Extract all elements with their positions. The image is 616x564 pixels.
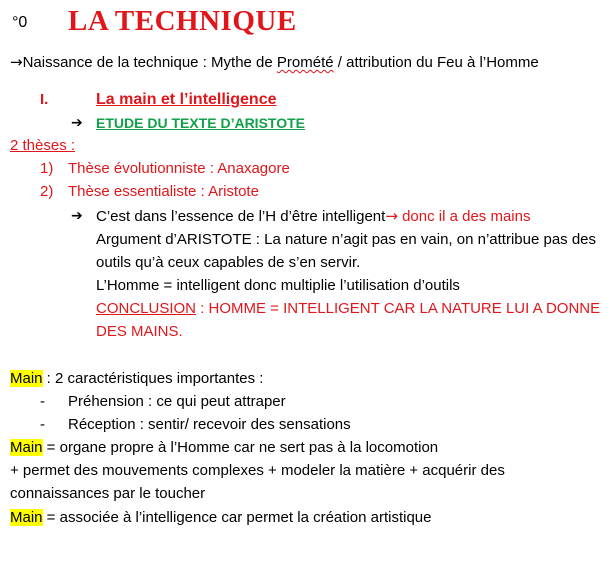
bold-arrow-icon: ➔	[71, 115, 83, 131]
intro-myth-word: Promété	[276, 54, 334, 71]
red-arrow-icon: →	[385, 207, 398, 225]
main-line-1-text: : 2 caractéristiques importantes :	[42, 370, 264, 387]
argument-line-1: Argument d’ARISTOTE : La nature n’agit pas en vain, on n’attribue pas des	[96, 231, 597, 248]
main-line-1	[10, 368, 263, 390]
homme-line: L’Homme = intelligent donc multiplie l’utilisation d’outils	[96, 277, 460, 294]
sub-heading-row	[71, 112, 83, 134]
bold-arrow-icon: ➔	[71, 208, 83, 224]
page-title-row	[68, 4, 297, 43]
main-highlight: Main	[10, 509, 43, 526]
essence-red-text: donc il a des mains	[397, 208, 531, 225]
essence-arrow-row	[71, 205, 83, 227]
main-highlight: Main	[10, 370, 43, 387]
conclusion-label: CONCLUSION	[96, 300, 197, 317]
page-title: LA TECHNIQUE	[68, 5, 297, 37]
theses-label: 2 thèses :	[10, 137, 76, 154]
main-line-3	[10, 507, 431, 529]
main-line-2-text: = organe propre à l’Homme car ne sert pas à la locomotion	[42, 439, 439, 456]
conclusion-line-2: DES MAINS.	[96, 323, 183, 340]
thesis-text: Thèse essentialiste : Aristote	[68, 183, 259, 200]
argument-line-2: outils qu’à ceux capables de s’en servir.	[96, 254, 361, 271]
thesis-number: 2)	[40, 183, 54, 200]
bullet-text: Réception : sentir/ recevoir des sensations	[68, 416, 351, 433]
main-line-2	[10, 437, 438, 459]
bullet-text: Préhension : ce qui peut attraper	[68, 393, 286, 410]
essence-line	[96, 205, 530, 228]
section-heading: La main et l’intelligence	[96, 91, 277, 108]
conclusion-line-1	[96, 298, 600, 320]
intro-line	[10, 51, 539, 74]
plus-line-1: + permet des mouvements complexes + modeler la matière + acquérir des	[10, 462, 505, 479]
main-highlight: Main	[10, 439, 43, 456]
intro-suffix: / attribution du Feu à l’Homme	[333, 54, 539, 71]
title-number: °0	[12, 14, 28, 31]
essence-text: C’est dans l’essence de l’H d’être intelligent	[96, 208, 386, 225]
thesis-number: 1)	[40, 160, 54, 177]
conclusion-text: : HOMME = INTELLIGENT CAR LA NATURE LUI A DONNE	[196, 300, 601, 317]
right-arrow-icon: →	[10, 53, 23, 71]
main-line-3-text: = associée à l’intelligence car permet la création artistique	[42, 509, 432, 526]
section-numeral: I.	[40, 91, 49, 108]
title-row	[12, 12, 27, 34]
bullet-dash: -	[40, 393, 45, 410]
plus-line-2: connaissances par le toucher	[10, 485, 206, 502]
intro-prefix: Naissance de la technique : Mythe de	[22, 54, 277, 71]
bullet-dash: -	[40, 416, 45, 433]
sub-heading: ETUDE DU TEXTE D’ARISTOTE	[96, 115, 305, 131]
thesis-text: Thèse évolutionniste : Anaxagore	[68, 160, 290, 177]
